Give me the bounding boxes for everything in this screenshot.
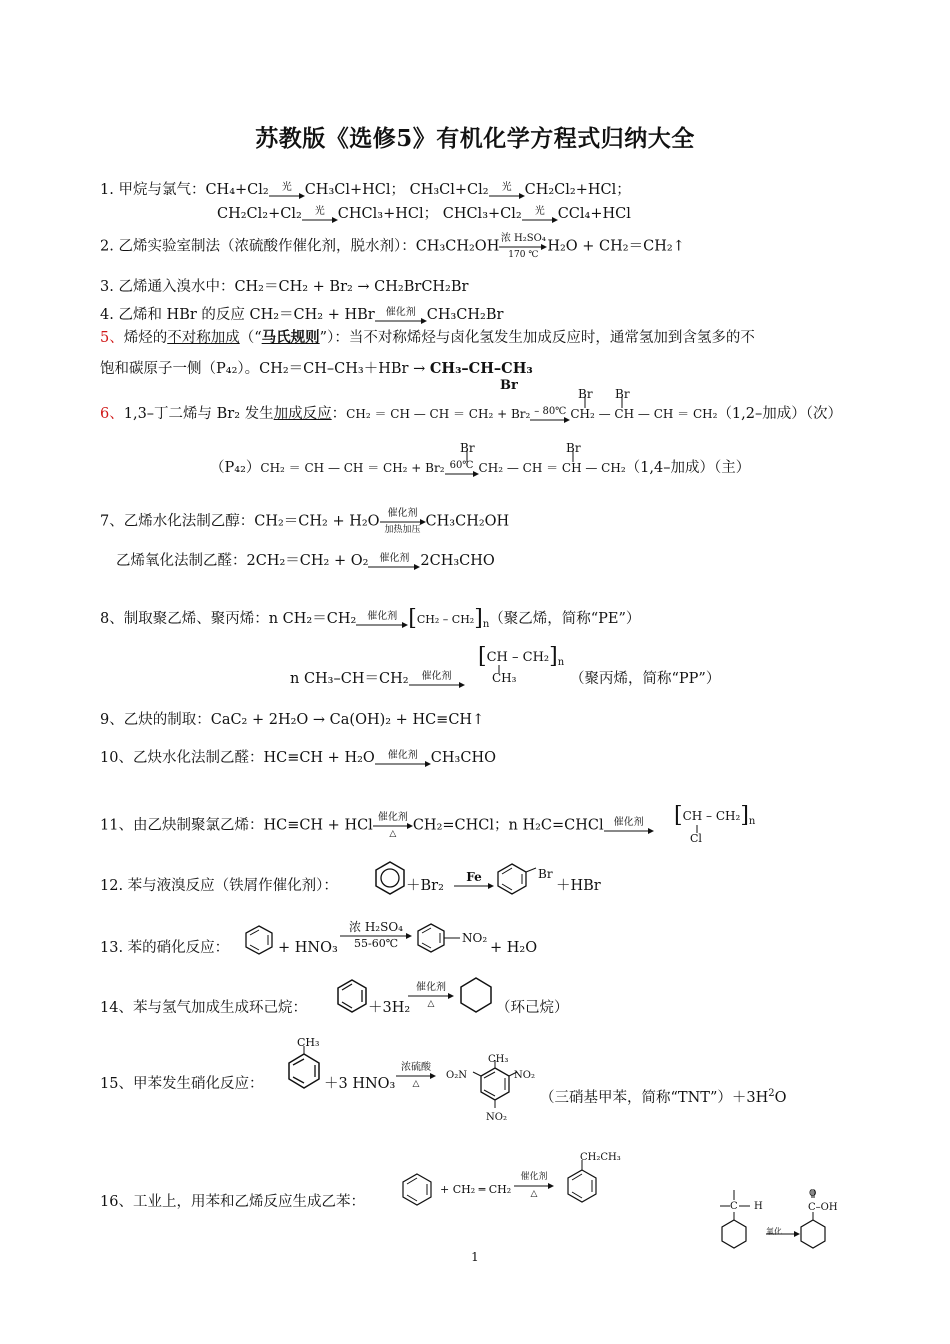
reaction-15-label: 15、甲苯发生硝化反应： bbox=[100, 1076, 264, 1092]
reaction-13-plus: + HNO₃ bbox=[278, 940, 338, 956]
side-sketch-h: H bbox=[754, 1201, 763, 1212]
markovnikov-product-br: Br bbox=[500, 378, 518, 393]
reaction-14-arrow: 催化剂 △ bbox=[408, 982, 454, 1009]
tnt-o2n: O₂N bbox=[446, 1070, 467, 1081]
reaction-15-arrow: 浓硫酸 △ bbox=[396, 1062, 436, 1089]
reaction-8-pe: 8、制取聚乙烯、聚丙烯：n CH₂＝CH₂ 催化剂 $[CH_2 - CH_2]_n$（聚乙烯，简称“PE”） bbox=[100, 606, 641, 631]
reaction-14-note: （环己烷） bbox=[496, 1000, 569, 1016]
reaction-6-line-2: （P₄₂）CH₂ ＝ CH — CH ＝ CH₂ + Br₂ 60℃ CH₂ — CH ＝ CH — CH₂（1,4–加成）（主） bbox=[210, 459, 751, 476]
polypropylene-note: （聚丙烯，简称“PP”） bbox=[570, 671, 721, 687]
side-sketch-c: C bbox=[730, 1201, 738, 1212]
reaction-15-note: （三硝基甲苯，简称“$TNT”)+3H^2O$ bbox=[540, 1088, 787, 1106]
markovnikov-product: CH₃–CH–CH₃ bbox=[429, 360, 533, 377]
reaction-6-br-label-4: Br bbox=[566, 441, 581, 455]
reaction-11: 11、由乙炔制聚氯乙烯：HC≡CH + HCl 催化剂 △ CH₂=CHCl；n H₂C=CHCl 催化剂 bbox=[100, 812, 654, 839]
reaction-16-plus: + CH₂ ═ CH₂ bbox=[440, 1183, 512, 1196]
reaction-12-arrow: Fe bbox=[454, 870, 494, 890]
benzene-ring-icon bbox=[372, 860, 408, 896]
benzene-ring-icon-4 bbox=[400, 1172, 434, 1206]
reaction-13-right: + H₂O bbox=[490, 940, 538, 956]
benzene-ring-icon-2 bbox=[242, 924, 276, 956]
reaction-6-br-label-2: Br bbox=[615, 387, 630, 401]
reaction-6-line-1: 6、1,3–丁二烯与 Br₂ 发生加成反应：CH₂ ＝ CH — CH ＝ CH₂ + Br₂ – 80℃ CH₂ — CH — CH ＝ CH₂（1,2–加成）（次） bbox=[100, 405, 842, 422]
page-title: 苏教版《选修5》有机化学方程式归纳大全 bbox=[255, 125, 695, 152]
side-sketch-oxidation: 氧化 bbox=[766, 1227, 782, 1236]
reaction-15-plus: ＋3 HNO₃ bbox=[324, 1076, 396, 1092]
bromobenzene-br: Br bbox=[538, 867, 553, 881]
nitrobenzene-no2: NO₂ bbox=[462, 931, 488, 945]
reaction-9: 9、乙炔的制取：CaC₂ + 2H₂O → Ca(OH)₂ + HC≡CH↑ bbox=[100, 712, 485, 728]
reaction-14-label: 14、苯与氢气加成生成环己烷： bbox=[100, 1000, 307, 1016]
reaction-12-label: 12. 苯与液溴反应（铁屑作催化剂）： bbox=[100, 878, 338, 894]
reaction-8-pp: n CH₃–CH＝CH₂ 催化剂 bbox=[290, 669, 465, 689]
toluene-icon bbox=[286, 1046, 326, 1090]
nitrobenzene-icon bbox=[414, 922, 466, 956]
reaction-6-br-label-3: Br bbox=[460, 441, 475, 455]
reaction-7: 7、乙烯水化法制乙醇：CH₂＝CH₂ + H₂O 催化剂 加热加压 CH₃CH₂OH bbox=[100, 508, 510, 535]
reaction-14-plus: ＋3H₂ bbox=[368, 1000, 411, 1016]
reaction-6-br-label-1: Br bbox=[578, 387, 593, 401]
reaction-10: 10、乙炔水化法制乙醛：HC≡CH + H₂O 催化剂 CH₃CHO bbox=[100, 749, 496, 766]
tnt-ch3: CH₃ bbox=[488, 1054, 509, 1065]
side-oxidation-sketch bbox=[716, 1186, 846, 1252]
reaction-16-arrow: 催化剂 △ bbox=[514, 1172, 554, 1199]
benzene-ring-icon-3 bbox=[334, 978, 370, 1014]
side-sketch-cooh: C–OH bbox=[808, 1202, 838, 1213]
polypropylene-structure: $[CH - CH_2]_n$ bbox=[478, 644, 565, 669]
reaction-1-line-1: 1. 甲烷与氯气：CH₄+Cl₂ 光 CH₃Cl+HCl； CH₃Cl+Cl₂ 光 CH₂Cl₂+HCl； bbox=[100, 181, 631, 198]
reaction-12-plus: ＋Br₂ bbox=[406, 878, 444, 894]
reaction-2: 2. 乙烯实验室制法（浓硫酸作催化剂，脱水剂）：CH₃CH₂OH 浓 H₂SO₄ 170 ℃ H₂O + CH₂＝CH₂↑ bbox=[100, 233, 685, 260]
reaction-5-line-1: 5、烯烃的不对称加成（“马氏规则”）：当不对称烯烃与卤化氢发生加成反应时，通常氢加到含氢多的不 bbox=[100, 329, 755, 346]
page-number: 1 bbox=[471, 1250, 479, 1264]
reaction-7b: 乙烯氧化法制乙醛：2CH₂＝CH₂ + O₂ 催化剂 2CH₃CHO bbox=[116, 552, 495, 569]
side-sketch-o: O bbox=[809, 1189, 817, 1199]
reaction-13-label: 13. 苯的硝化反应： bbox=[100, 940, 230, 956]
reaction-13-arrow: 浓 H₂SO₄ 55-60℃ bbox=[340, 922, 412, 949]
ethylbenzene-label: CH₂CH₃ bbox=[580, 1152, 621, 1163]
polyvinyl-chloride-cl: Cl bbox=[690, 832, 702, 845]
toluene-ch3: CH₃ bbox=[297, 1036, 320, 1049]
polyvinyl-chloride-structure: $[CH - CH_2]_n$ bbox=[674, 803, 756, 828]
polypropylene-ch3: CH₃ bbox=[492, 671, 517, 685]
reaction-1-line-2: CH₂Cl₂+Cl₂ 光 CHCl₃+HCl； CHCl₃+Cl₂ 光 CCl₄+HCl bbox=[217, 205, 631, 222]
cyclohexane-icon bbox=[458, 976, 494, 1014]
reaction-4: 4. 乙烯和 HBr 的反应 CH₂＝CH₂ + HBr 催化剂 CH₃CH₂Br bbox=[100, 306, 504, 323]
reaction-16-label: 16、工业上，用苯和乙烯反应生成乙苯： bbox=[100, 1194, 365, 1210]
reaction-12-right: ＋HBr bbox=[556, 878, 601, 894]
reaction-5-line-2: 饱和碳原子一侧（P₄₂）。CH₂＝CH–CH₃＋HBr → CH₃–CH–CH₃ bbox=[100, 360, 533, 377]
reaction-3: 3. 乙烯通入溴水中：CH₂＝CH₂ + Br₂ → CH₂BrCH₂Br bbox=[100, 279, 469, 295]
tnt-no2-right: NO₂ bbox=[514, 1070, 535, 1081]
tnt-icon bbox=[470, 1060, 520, 1112]
tnt-no2-bottom: NO₂ bbox=[486, 1112, 507, 1123]
